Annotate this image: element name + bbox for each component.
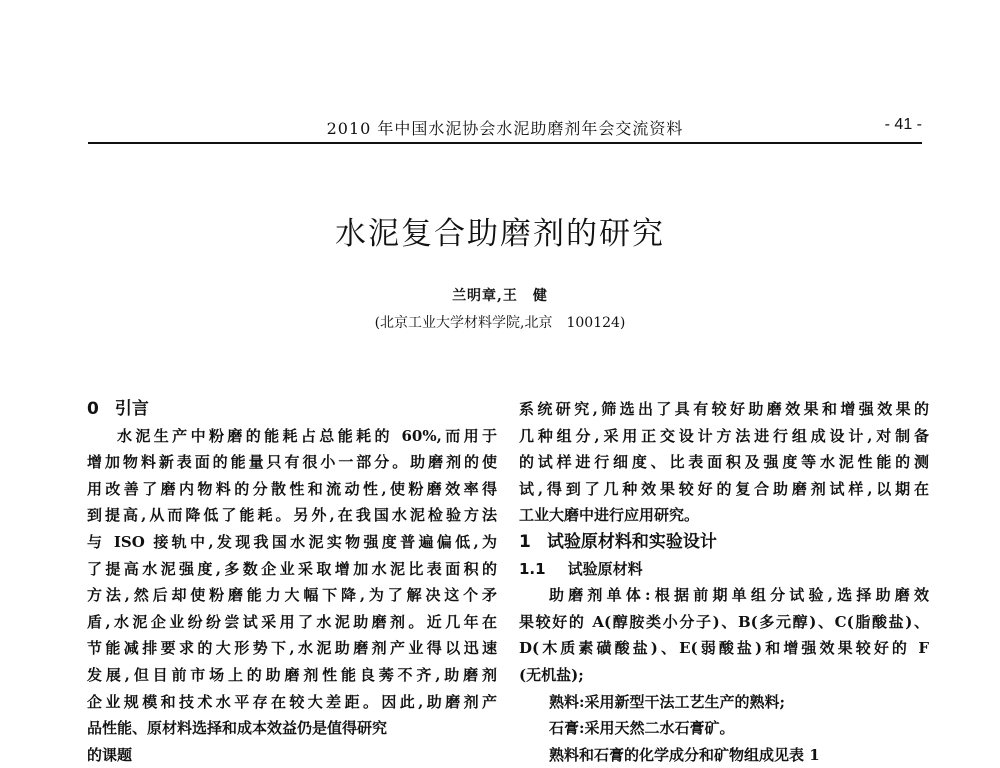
paragraph-line: 发展,但目前市场上的助磨剂性能良莠不齐,助磨剂 bbox=[87, 665, 497, 684]
paragraph-line: 的试样进行细度、比表面积及强度等水泥性能的测 bbox=[519, 453, 929, 472]
paragraph-line: 熟料:采用新型干法工艺生产的熟料; bbox=[549, 692, 786, 711]
paragraph-line: 系统研究,筛选出了具有较好助磨效果和增强效果的 bbox=[519, 400, 929, 418]
paragraph-line: (无机盐); bbox=[519, 665, 584, 684]
affiliation: (北京工业大学材料学院,北京 100124) bbox=[374, 315, 626, 331]
paragraph-line: 节能减排要求的大形势下,水泥助磨剂产业得以迅速 bbox=[87, 639, 497, 658]
section-title: 引言 bbox=[114, 399, 149, 419]
section-number: 0 bbox=[87, 399, 99, 419]
paragraph-line: 几种组分,采用正交设计方法进行组成设计,对制备 bbox=[519, 426, 929, 445]
paragraph-line: 用改善了磨内物料的分散性和流动性,使粉磨效率得 bbox=[87, 479, 497, 498]
paragraph-line: D(木质素磺酸盐)、E(弱酸盐)和增强效果较好的 F bbox=[519, 639, 929, 658]
subsection-title: 试验原材料 bbox=[567, 559, 643, 578]
paragraph-line: 与 ISO 接轨中,发现我国水泥实物强度普遍偏低,为 bbox=[87, 532, 497, 551]
section-heading-materials-design bbox=[519, 529, 929, 556]
paragraph-line: 方法,然后却使粉磨能力大幅下降,为了解决这个矛 bbox=[87, 586, 497, 605]
subsection-heading-materials bbox=[519, 556, 929, 583]
paragraph-line: 果较好的 A(醇胺类小分子)、B(多元醇)、C(脂酸盐)、 bbox=[519, 612, 929, 631]
section-title: 试验原材料和实验设计 bbox=[546, 531, 717, 552]
paragraph-line: 石膏:采用天然二水石膏矿。 bbox=[549, 719, 735, 738]
paragraph-line: 盾,水泥企业纷纷尝试采用了水泥助磨剂。近几年在 bbox=[87, 612, 497, 631]
paragraph-line: 品性能、原材料选择和成本效益仍是值得研究 bbox=[87, 719, 388, 738]
header-rule bbox=[88, 142, 922, 144]
section-heading-introduction bbox=[87, 396, 497, 423]
page-number: - 41 - bbox=[884, 116, 922, 133]
paragraph-line: 试,得到了几种效果较好的复合助磨剂试样,以期在 bbox=[519, 479, 929, 498]
paragraph-line: 的课题 bbox=[87, 745, 133, 764]
paragraph-line: 工业大磨中进行应用研究。 bbox=[519, 506, 700, 525]
running-header bbox=[88, 112, 922, 142]
paragraph-line: 助磨剂单体:根据前期单组分试验,选择助磨效 bbox=[549, 586, 929, 605]
paragraph-line: 水泥生产中粉磨的能耗占总能耗的 60%,而用于 bbox=[117, 426, 497, 445]
subsection-number: 1.1 bbox=[519, 559, 546, 578]
left-column bbox=[87, 396, 497, 768]
paragraph-line: 企业规模和技术水平存在较大差距。因此,助磨剂产 bbox=[87, 692, 497, 711]
paper-title: 水泥复合助磨剂的研究 bbox=[335, 216, 665, 252]
section-number: 1 bbox=[519, 531, 531, 552]
paragraph-line: 增加物料新表面的能量只有很小一部分。助磨剂的使 bbox=[87, 453, 497, 472]
paragraph-line: 到提高,从而降低了能耗。另外,在我国水泥检验方法 bbox=[87, 506, 497, 525]
running-title: 2010 年中国水泥协会水泥助磨剂年会交流资料 bbox=[326, 119, 684, 138]
authors: 兰明章,王 健 bbox=[452, 288, 548, 304]
paragraph-line: 了提高水泥强度,多数企业采取增加水泥比表面积的 bbox=[87, 559, 497, 578]
paragraph-line: 熟料和石膏的化学成分和矿物组成见表 1 bbox=[549, 745, 820, 764]
right-column bbox=[519, 396, 929, 768]
